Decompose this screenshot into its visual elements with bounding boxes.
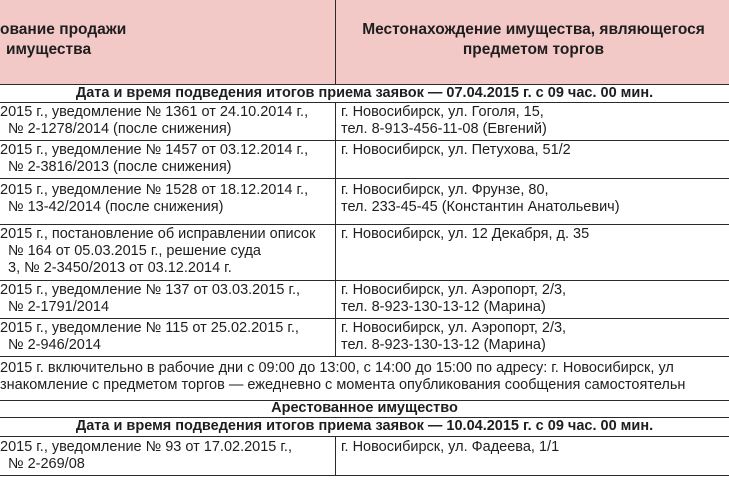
row2-col1 xyxy=(0,142,332,176)
row5-col2 xyxy=(341,282,729,316)
row5-col1-line1: 2015 г., уведомление № 137 от 03.03.2015 г., xyxy=(0,282,301,298)
row4-col2-line1: г. Новосибирск, ул. 12 Декабря, д. 35 xyxy=(341,226,590,242)
header-col1-line2: имущества xyxy=(6,41,92,58)
notice-line2: знакомление с предметом торгов — ежедневно с момента опубликования сообщения самостоятельн xyxy=(0,377,686,393)
row5-col2-line1: г. Новосибирск, ул. Аэропорт, 2/3, xyxy=(341,282,567,298)
header-col1 xyxy=(0,20,330,60)
rule xyxy=(0,436,729,437)
row2-col2-line1: г. Новосибирск, ул. Петухова, 51/2 xyxy=(341,142,571,158)
section2-row1-col2-line1: г. Новосибирск, ул. Фадеева, 1/1 xyxy=(341,439,560,455)
row3-col2 xyxy=(341,182,729,216)
section2-title: Дата и время подведения итогов приема заявок — 10.04.2015 г. с 09 час. 00 мин. xyxy=(75,418,654,434)
row1-col1-line1: 2015 г., уведомление № 1361 от 24.10.2014 г., xyxy=(0,104,309,120)
row5-col2-line2: тел. 8-923-130-13-12 (Марина) xyxy=(341,299,546,315)
row5-col1-line2: № 2-1791/2014 xyxy=(8,299,110,315)
section2-row1-col1-line2: № 2-269/08 xyxy=(8,456,85,472)
row2-col1-line2: № 2-3816/2013 (после снижения) xyxy=(8,159,232,175)
rule xyxy=(0,280,729,281)
row5-col1 xyxy=(0,282,332,316)
row4-col1-line2: № 164 от 05.03.2015 г., решение суда xyxy=(8,243,261,259)
rule xyxy=(0,356,729,357)
row4-col1-line1: 2015 г., постановление об исправлении описок xyxy=(0,226,316,242)
section2-row1-col1-line1: 2015 г., уведомление № 93 от 17.02.2015 г., xyxy=(0,439,292,455)
column-divider xyxy=(335,436,336,475)
row4-col2 xyxy=(341,226,729,243)
row1-col1 xyxy=(0,104,332,138)
rule xyxy=(0,475,729,476)
row6-col2-line1: г. Новосибирск, ул. Аэропорт, 2/3, xyxy=(341,320,567,336)
header-col1-line1: ование продажи xyxy=(0,21,127,38)
section2-row1-col2 xyxy=(341,439,729,456)
row6-col1-line2: № 2-946/2014 xyxy=(8,337,101,353)
section2-row1-col1 xyxy=(0,439,332,473)
row2-col1-line1: 2015 г., уведомление № 1457 от 03.12.2014 г., xyxy=(0,142,309,158)
rule xyxy=(0,102,729,103)
column-divider xyxy=(335,102,336,356)
column-divider xyxy=(335,0,336,84)
row3-col1-line1: 2015 г., уведомление № 1528 от 18.12.2014 г., xyxy=(0,182,309,198)
notice-line1: 2015 г. включительно в рабочие дни с 09:00 до 13:00, с 14:00 до 15:00 по адресу: г. Новосибирск, ул xyxy=(0,360,674,376)
header-col2-line1: Местонахождение имущества, являющегося xyxy=(362,21,705,38)
rule xyxy=(0,318,729,319)
section1-title: Дата и время подведения итогов приема заявок — 07.04.2015 г. с 09 час. 00 мин. xyxy=(75,85,654,101)
row6-col2 xyxy=(341,320,729,354)
row6-col2-line2: тел. 8-923-130-13-12 (Марина) xyxy=(341,337,546,353)
rule xyxy=(0,140,729,141)
row4-col1 xyxy=(0,226,332,277)
row3-col1-line2: № 13-42/2014 (после снижения) xyxy=(8,199,224,215)
header-col2-line2: предметом торгов xyxy=(462,41,605,58)
rule xyxy=(0,224,729,225)
notice-text xyxy=(0,360,729,394)
row3-col1 xyxy=(0,182,332,216)
row1-col1-line2: № 2-1278/2014 (после снижения) xyxy=(8,121,232,137)
row3-col2-line2: тел. 233-45-45 (Константин Анатольевич) xyxy=(341,199,620,215)
row4-col1-line3: 3, № 2-3450/2013 от 03.12.2014 г. xyxy=(8,260,232,276)
row1-col2-line1: г. Новосибирск, ул. Гоголя, 15, xyxy=(341,104,544,120)
row2-col2 xyxy=(341,142,729,159)
section2-heading: Арестованное имущество xyxy=(271,400,458,416)
row1-col2 xyxy=(341,104,729,138)
row6-col1-line1: 2015 г., уведомление № 115 от 25.02.2015 г., xyxy=(0,320,299,336)
header-col2 xyxy=(338,20,729,60)
row3-col2-line1: г. Новосибирск, ул. Фрунзе, 80, xyxy=(341,182,549,198)
row6-col1 xyxy=(0,320,332,354)
rule xyxy=(0,178,729,179)
row1-col2-line2: тел. 8-913-456-11-08 (Евгений) xyxy=(341,121,547,137)
